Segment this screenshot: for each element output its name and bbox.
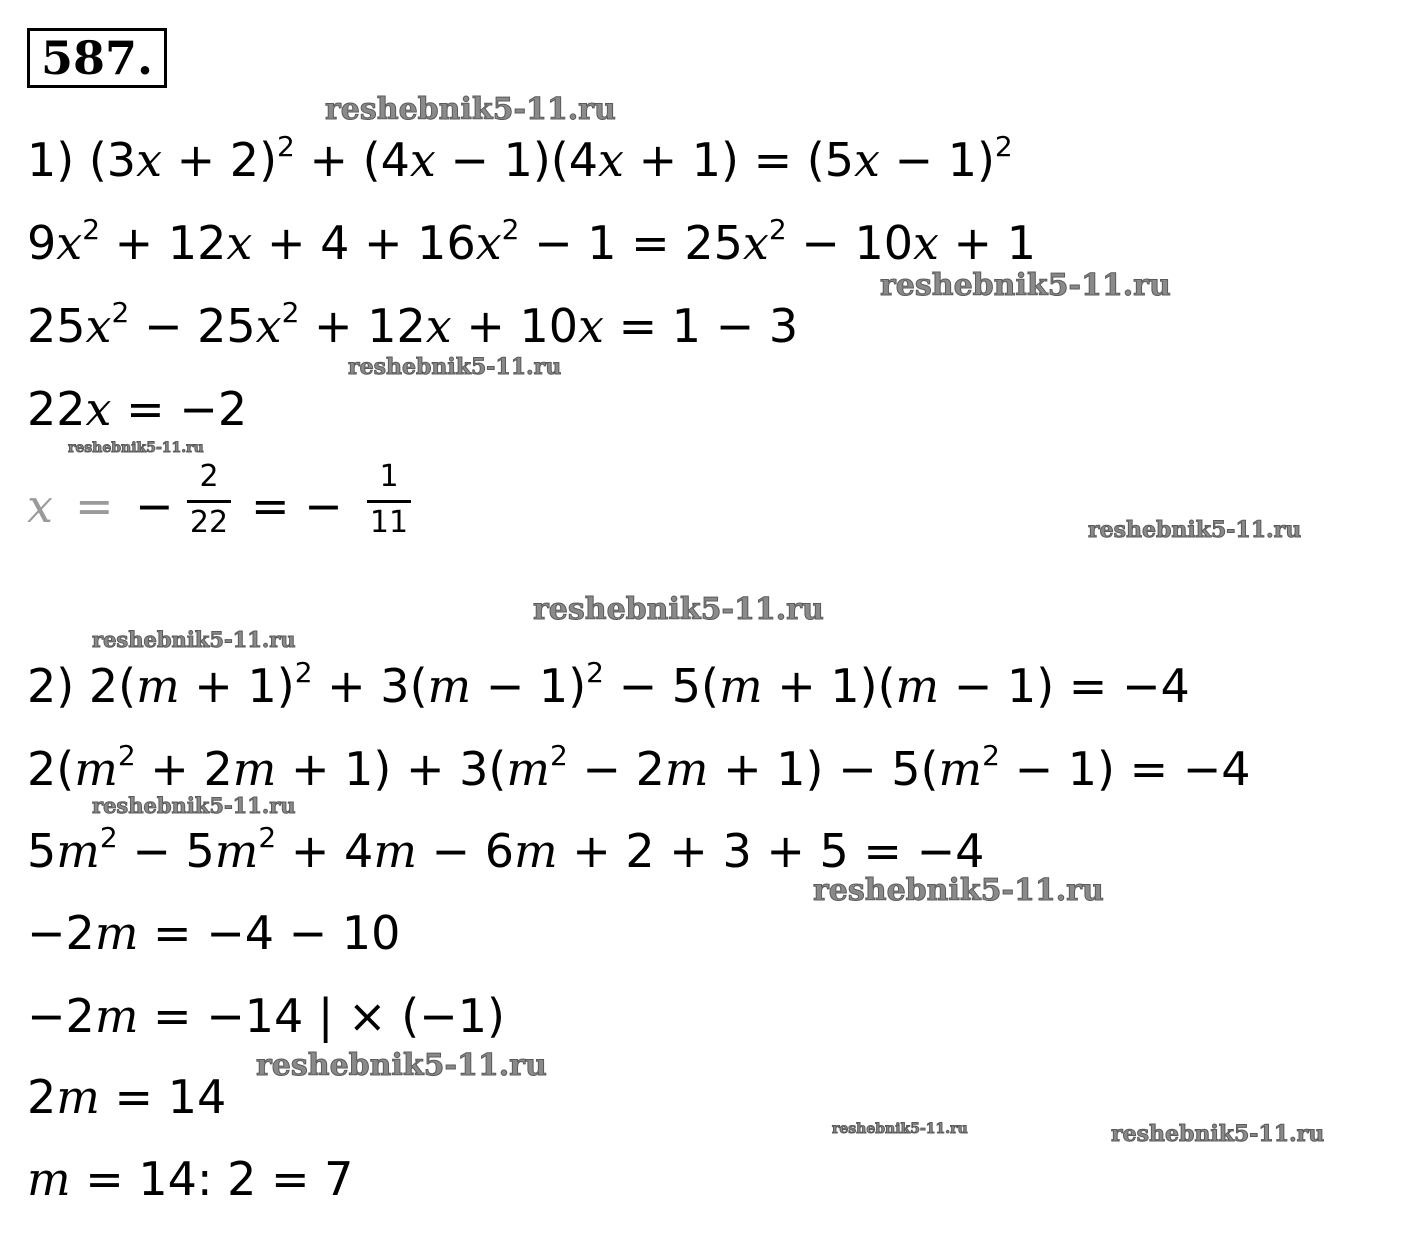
watermark: reshebnik5-11.ru	[880, 268, 1171, 303]
equals-sign: =	[75, 479, 114, 533]
watermark: reshebnik5-11.ru	[256, 1048, 547, 1083]
watermark: reshebnik5-11.ru	[68, 440, 204, 456]
watermark: reshebnik5-11.ru	[92, 627, 296, 652]
watermark: reshebnik5-11.ru	[92, 793, 296, 818]
part2-line5: −2m = −14 | × (−1)	[27, 989, 505, 1043]
part2-line1: 2) $2(m + 1)^2 + 3(m - 1)^2 - 5(m + 1)(m - 1) = -4$	[27, 656, 1190, 713]
watermark: reshebnik5-11.ru	[1111, 1121, 1325, 1147]
part1-line1: 1) $(3x + 2)^2 + (4x - 1)(4x + 1) = (5x - 1)^2$	[27, 130, 1013, 187]
x-variable: x	[27, 479, 53, 533]
minus-sign: −	[135, 479, 174, 533]
watermark: reshebnik5-11.ru	[1088, 517, 1302, 543]
part2-line2: $2(m^2 + 2m + 1) + 3(m^2 - 2m + 1) - 5(m^2 - 1) = -4$	[27, 739, 1251, 796]
watermark: reshebnik5-11.ru	[832, 1121, 968, 1137]
watermark: reshebnik5-11.ru	[813, 873, 1104, 908]
part1-line5: x = − 2 22 = − 1 11	[27, 478, 427, 568]
part1-line4: 22x = −2	[27, 382, 248, 436]
part1-line2: $9x^2 + 12x + 4 + 16x^2 - 1 = 25x^2 - 10x + 1$	[27, 213, 1036, 270]
watermark: reshebnik5-11.ru	[325, 92, 616, 127]
watermark: reshebnik5-11.ru	[348, 354, 562, 380]
watermark: reshebnik5-11.ru	[533, 592, 824, 627]
part2-line7: m = 14: 2 = 7	[27, 1152, 354, 1206]
problem-number: 587.	[27, 28, 167, 88]
equals-minus: = −	[251, 479, 343, 533]
part1-line3: $25x^2 - 25x^2 + 12x + 10x = 1 - 3$	[27, 296, 799, 353]
part2-line4: −2m = −4 − 10	[27, 906, 401, 960]
part2-line3: $5m^2 - 5m^2 + 4m - 6m + 2 + 3 + 5 = -4$	[27, 821, 985, 878]
part2-line6: 2m = 14	[27, 1070, 227, 1124]
